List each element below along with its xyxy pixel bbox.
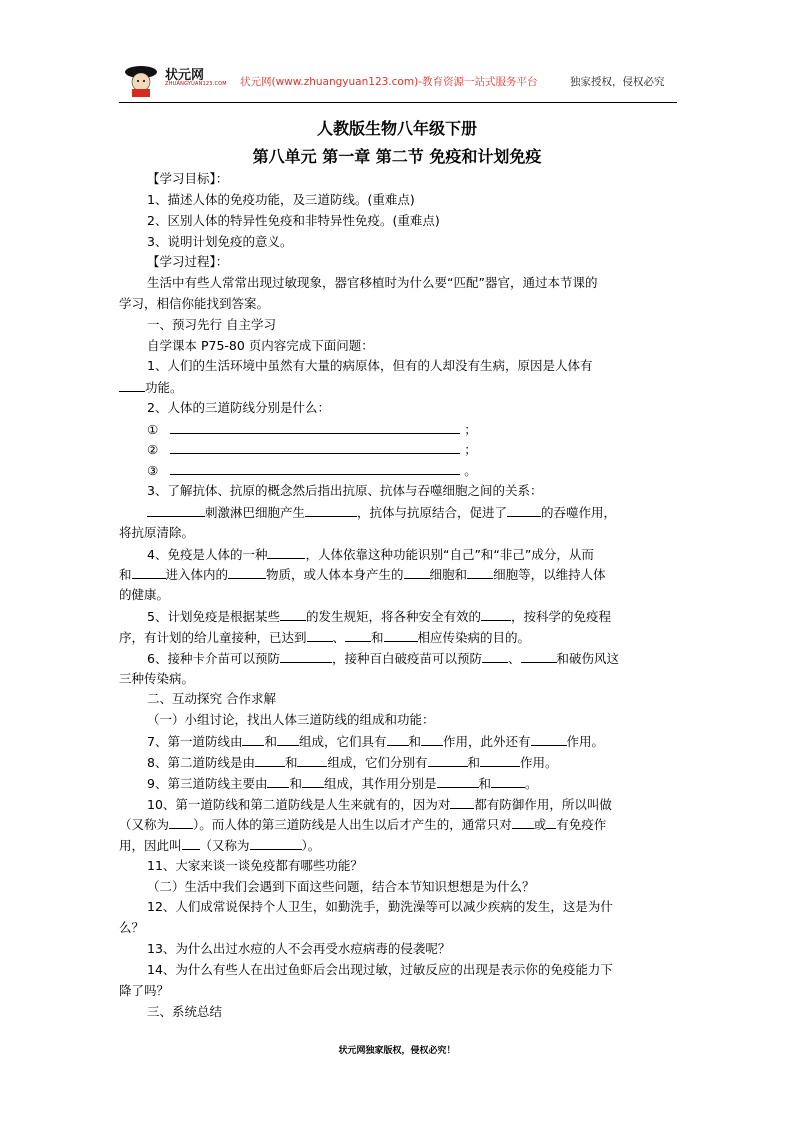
blank[interactable] <box>345 629 371 642</box>
blank[interactable] <box>428 754 468 767</box>
section-heading: 【学习过程】： <box>147 254 229 269</box>
blank[interactable] <box>480 754 520 767</box>
blank[interactable] <box>307 629 333 642</box>
blank[interactable] <box>521 650 557 663</box>
blank[interactable] <box>277 733 299 746</box>
blank[interactable] <box>182 837 200 850</box>
text-line: 10、第一道防线和第二道防线是人生来就有的，因为对 都有防御作用，所以叫做 <box>147 797 612 812</box>
blank[interactable] <box>450 796 474 809</box>
blank[interactable] <box>302 775 324 788</box>
rights-notice: 独家授权，侵权必究 <box>570 76 665 88</box>
text-line: 生活中有些人常常出现过敏现象，器官移植时为什么要“匹配”器官，通过本节课的 <box>147 275 598 290</box>
text-line: ① ； <box>147 422 477 437</box>
blank[interactable] <box>132 566 166 579</box>
doc-title: 人教版生物八年级下册 <box>316 119 477 138</box>
blank[interactable] <box>384 629 418 642</box>
text-line: 5、计划免疫是根据某些 的发生规矩，将各种安全有效的 ，按科学的免疫程 <box>147 609 611 624</box>
text-line: 么？ <box>119 920 145 935</box>
blank[interactable] <box>170 421 460 434</box>
text-line: （二）生活中我们会遇到下面这些问题，结合本节知识想想是为什么？ <box>147 879 535 894</box>
section-heading: 一、预习先行 自主学习 <box>147 317 276 332</box>
text-line: 3、说明计划免疫的意义。 <box>147 234 293 249</box>
blank[interactable] <box>169 816 193 829</box>
site-link[interactable]: 状元网(www.zhuangyuan123.com)-教育资源一站式服务平台 <box>240 76 538 88</box>
blank[interactable] <box>228 566 266 579</box>
page-footer: 状元网独家版权，侵权必究！ <box>338 1046 456 1056</box>
blank[interactable] <box>467 566 493 579</box>
blank[interactable] <box>250 837 302 850</box>
blank[interactable] <box>280 650 332 663</box>
text-line: 三种传染病。 <box>119 671 195 686</box>
text-line: 12、人们成常说保持个人卫生，如勤洗手，勤洗澡等可以减少疾病的发生，这是为什 <box>147 899 613 914</box>
text-line: 用，因此叫 （又称为 ）。 <box>119 838 321 853</box>
text-line: 将抗原清除。 <box>119 525 195 540</box>
text-line: 1、人们的生活环境中虽然有大量的病原体，但有的人却没有生病，原因是人体有 <box>147 358 593 373</box>
blank[interactable] <box>507 504 541 517</box>
text-line: 6、接种卡介苗可以预防 ，接种百白破疫苗可以预防 、 和破伤风这 <box>147 651 620 666</box>
text-line: 7、第一道防线由 和 组成，它们具有 和 作用，此外还有 作用。 <box>147 734 605 749</box>
text-line: ② ； <box>147 442 477 457</box>
section-heading: 【学习目标】： <box>147 171 229 186</box>
blank[interactable] <box>404 566 430 579</box>
text-line: ③ 。 <box>147 463 477 478</box>
page-header <box>119 60 677 103</box>
text-line: 11、大家来谈一谈免疫都有哪些功能？ <box>147 858 363 873</box>
blank[interactable] <box>387 733 409 746</box>
text-line: 1、描述人体的免疫功能，及三道防线。(重难点) <box>147 192 415 207</box>
text-line: 序，有计划的给儿童接种，已达到 、 和 相应传染病的目的。 <box>119 630 531 645</box>
blank[interactable] <box>147 504 205 517</box>
logo-text: 状元网 <box>165 68 205 83</box>
text-line: （又称为 ）。而人体的第三道防线是人出生以后才产生的，通常只对 或 有免疫作 <box>119 817 607 832</box>
blank[interactable] <box>119 379 145 392</box>
blank[interactable] <box>305 504 357 517</box>
blank[interactable] <box>280 608 306 621</box>
text-line: 8、第二道防线是由 和 组成，它们分别有 和 作用。 <box>147 755 558 770</box>
text-line: 学习，相信你能找到答案。 <box>119 296 270 311</box>
text-line: 2、人体的三道防线分别是什么： <box>147 400 330 415</box>
blank[interactable] <box>170 462 460 475</box>
text-line: 3、了解抗体、抗原的概念然后指出抗原、抗体与吞噬细胞之间的关系： <box>147 483 543 498</box>
doc-subtitle: 第八单元 第一章 第二节 免疫和计划免疫 <box>252 147 542 166</box>
logo-subtext: ZHUANGYUAN123.COM <box>165 81 227 87</box>
text-line: 刺激淋巴细胞产生 ，抗体与抗原结合，促进了 的吞噬作用， <box>147 504 616 521</box>
text-line: （一）小组讨论，找出人体三道防线的组成和功能： <box>147 712 435 727</box>
blank[interactable] <box>297 754 327 767</box>
text-line: 的健康。 <box>119 587 170 602</box>
text-line: 功能。 <box>119 379 183 396</box>
section-heading: 二、互动探究 合作求解 <box>147 691 276 706</box>
blank[interactable] <box>267 546 305 559</box>
blank[interactable] <box>242 733 264 746</box>
text-line: 9、第三道防线主要由 和 组成，其作用分别是 和 。 <box>147 776 538 791</box>
blank[interactable] <box>512 816 534 829</box>
blank[interactable] <box>421 733 443 746</box>
text-line: 2、区别人体的特异性免疫和非特异性免疫。(重难点) <box>147 213 440 228</box>
blank[interactable] <box>437 775 479 788</box>
text-line: 4、免疫是人体的一种 ，人体依靠这种功能识别“自己”和“非己”成分，从而 <box>147 547 594 562</box>
text-line: 降了吗？ <box>119 983 170 998</box>
blank[interactable] <box>546 816 556 829</box>
blank[interactable] <box>481 608 511 621</box>
blank[interactable] <box>255 754 285 767</box>
blank[interactable] <box>491 775 525 788</box>
blank[interactable] <box>531 733 567 746</box>
section-heading: 三、系统总结 <box>147 1004 223 1019</box>
blank[interactable] <box>170 441 460 454</box>
text-line: 13、为什么出过水痘的人不会再受水痘病毒的侵袭呢？ <box>147 941 451 956</box>
text-line: 自学课本 P75-80 页内容完成下面问题： <box>147 338 374 353</box>
text-line: 14、为什么有些人在出过鱼虾后会出现过敏，过敏反应的出现是表示你的免疫能力下 <box>147 962 613 977</box>
blank[interactable] <box>482 650 508 663</box>
text-line: 和 进入体内的 物质，或人体本身产生的 细胞和 细胞等，以维持人体 <box>119 567 606 582</box>
blank[interactable] <box>267 775 289 788</box>
